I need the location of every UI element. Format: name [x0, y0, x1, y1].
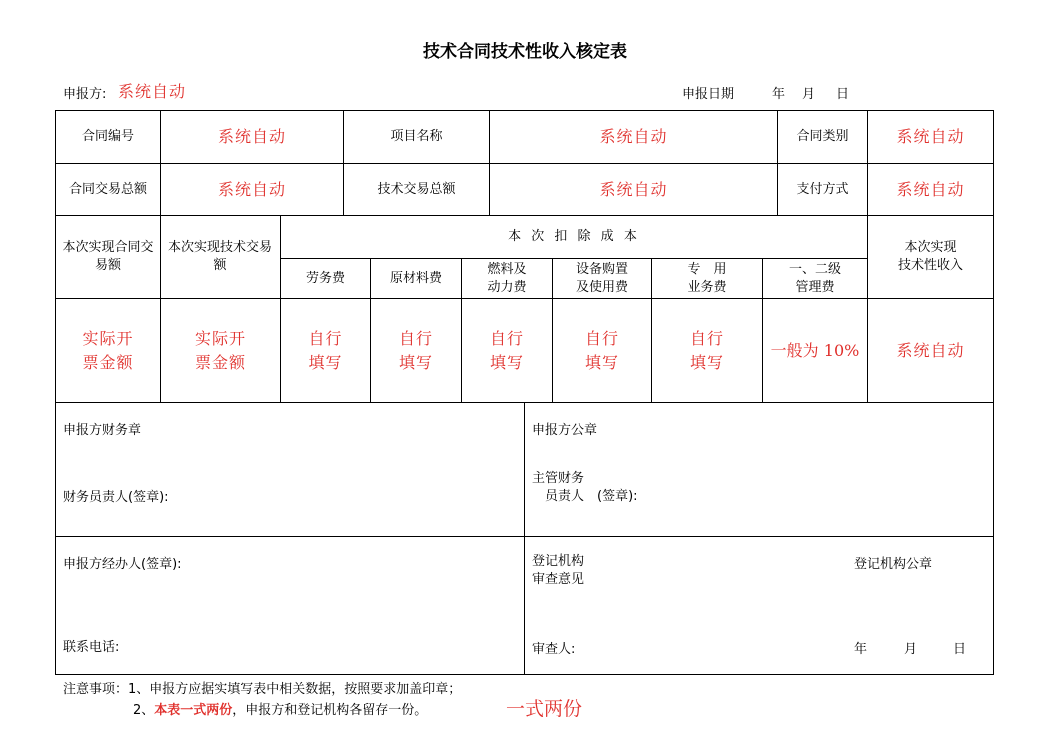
- tech-income-header: [868, 216, 993, 298]
- management-cost-value[interactable]: 一般为 10%: [770, 340, 860, 360]
- tech-amount-value[interactable]: 系统自动: [599, 179, 668, 199]
- report-date-label: 申报日期: [682, 87, 735, 102]
- fuel-cost-value-line1: 自行: [489, 328, 524, 348]
- tech-amount-label: 技术交易总额: [377, 181, 456, 197]
- fuel-cost-header-line2: 动力费: [487, 279, 527, 295]
- total-amount-label: 合同交易总额: [68, 181, 147, 197]
- fuel-cost-header-line1: 燃料及: [487, 261, 527, 277]
- equipment-cost-header-line1: 设备购置: [575, 261, 628, 277]
- chief-finance-line1: 主管财务: [532, 471, 585, 486]
- equipment-cost-value-line1: 自行: [584, 328, 619, 348]
- review-date-year: 年: [854, 642, 868, 657]
- payment-method-value[interactable]: 系统自动: [896, 179, 965, 199]
- labor-cost-header: 劳务费: [305, 270, 345, 286]
- contract-type-value[interactable]: 系统自动: [896, 127, 965, 146]
- chief-finance-line2: 员责人 (签章):: [545, 489, 638, 504]
- fuel-cost-value[interactable]: [462, 299, 552, 402]
- reviewer-signature[interactable]: 审查人:: [532, 642, 576, 657]
- finance-seal-label: 申报方财务章: [63, 423, 142, 438]
- management-cost-header: [763, 259, 867, 298]
- special-cost-value-line2: 填写: [689, 352, 724, 372]
- review-date-day: 日: [953, 642, 967, 657]
- contract-realized-value-line2: 票金额: [82, 352, 134, 372]
- contract-realized-value-line1: 实际开: [82, 328, 134, 348]
- fuel-cost-value-line2: 填写: [489, 352, 524, 372]
- contract-realized-value[interactable]: [56, 299, 160, 402]
- tech-realized-header: 本次实现技术交易额: [167, 240, 272, 273]
- note-line-2-suffix: ，申报方和登记机构各留存一份。: [232, 703, 428, 718]
- special-cost-header-line1: 专 用: [687, 261, 727, 277]
- contract-type-label: 合同类别: [796, 129, 849, 144]
- contract-realized-header: 本次实现合同交易额: [62, 240, 154, 273]
- equipment-cost-header-line2: 及使用费: [575, 279, 628, 295]
- equipment-cost-value[interactable]: [553, 299, 651, 402]
- note-line-2-bold: 本表一式两份: [154, 703, 233, 718]
- total-amount-value[interactable]: 系统自动: [217, 179, 286, 199]
- agency-opinion-label: [532, 553, 584, 589]
- copies-annotation: 一式两份: [506, 698, 583, 720]
- materials-cost-header: 原材料费: [389, 270, 442, 286]
- applicant-value[interactable]: 系统自动: [118, 82, 187, 101]
- agency-opinion-line1: 登记机构: [532, 554, 585, 569]
- public-seal-label: 申报方公章: [532, 423, 598, 438]
- special-cost-value[interactable]: [652, 299, 762, 402]
- tech-realized-value-line1: 实际开: [194, 328, 246, 348]
- date-year: 年: [772, 87, 786, 102]
- payment-method-label: 支付方式: [796, 181, 849, 197]
- materials-cost-value[interactable]: [371, 299, 461, 402]
- contact-phone[interactable]: 联系电话:: [63, 640, 120, 655]
- special-cost-value-line1: 自行: [689, 328, 724, 348]
- tech-realized-value[interactable]: [161, 299, 280, 402]
- note-line-2-prefix: 2、: [133, 703, 155, 718]
- applicant-label: 申报方:: [63, 87, 107, 102]
- tech-income-header-line1: 本次实现: [904, 240, 957, 255]
- chief-finance-signature[interactable]: [532, 470, 638, 506]
- note-line-2: [133, 699, 427, 718]
- materials-cost-value-line2: 填写: [398, 352, 433, 372]
- management-cost-header-line2: 管理费: [795, 279, 835, 295]
- equipment-cost-value-line2: 填写: [584, 352, 619, 372]
- agency-seal-label: 登记机构公章: [854, 557, 933, 572]
- date-month: 月: [802, 87, 816, 102]
- project-name-value[interactable]: 系统自动: [599, 127, 668, 146]
- note-line-1: 注意事项：1、申报方应据实填写表中相关数据，按照要求加盖印章；: [63, 682, 462, 697]
- finance-officer-signature[interactable]: 财务员责人(签章):: [63, 490, 169, 505]
- project-name-label: 项目名称: [390, 129, 443, 144]
- materials-cost-value-line1: 自行: [398, 328, 433, 348]
- review-date-month: 月: [904, 642, 918, 657]
- equipment-cost-header: [553, 259, 651, 298]
- tech-income-header-line2: 技术性收入: [897, 258, 963, 273]
- special-cost-header-line2: 业务费: [687, 279, 727, 295]
- labor-cost-value[interactable]: [281, 299, 370, 402]
- date-day: 日: [836, 87, 850, 102]
- special-cost-header: [652, 259, 762, 298]
- labor-cost-value-line1: 自行: [308, 328, 343, 348]
- fuel-cost-header: [462, 259, 552, 298]
- cost-deduction-header: 本 次 扣 除 成 本: [508, 229, 640, 244]
- form-title: 技术合同技术性收入核定表: [423, 42, 627, 62]
- handler-signature[interactable]: 申报方经办人(签章):: [63, 557, 182, 572]
- tech-realized-value-line2: 票金额: [194, 352, 246, 372]
- contract-no-label: 合同编号: [81, 129, 134, 144]
- management-cost-header-line1: 一、二级: [788, 261, 841, 277]
- tech-income-value[interactable]: 系统自动: [896, 340, 965, 360]
- labor-cost-value-line2: 填写: [308, 352, 343, 372]
- contract-no-value[interactable]: 系统自动: [217, 127, 286, 146]
- agency-opinion-line2: 审查意见: [532, 572, 585, 587]
